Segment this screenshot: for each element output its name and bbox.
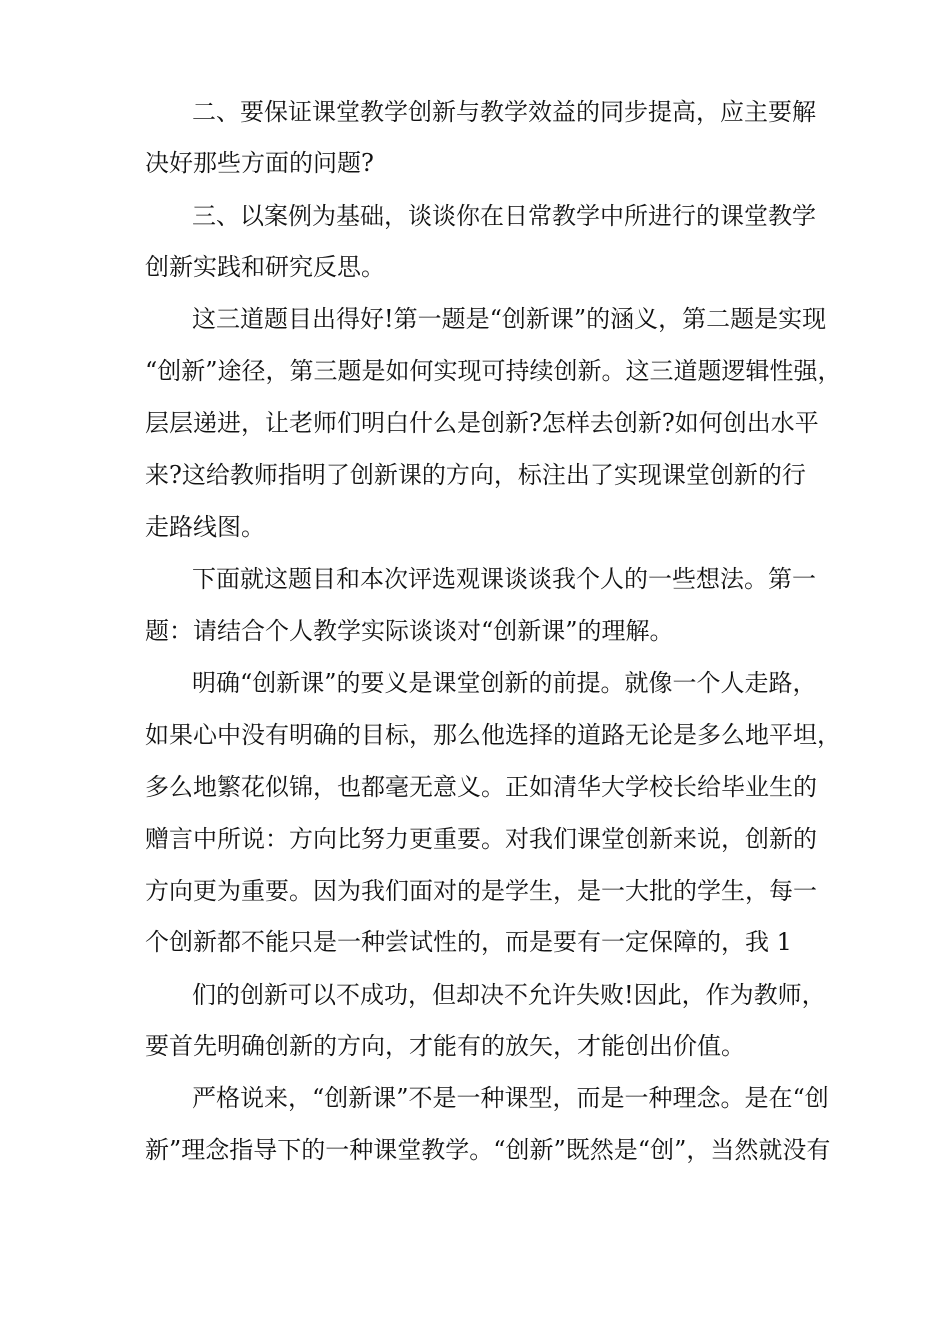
text-line: 严格说来，“创新课”不是一种课型，而是一种理念。是在“创 (192, 1084, 829, 1112)
text-line: 个创新都不能只是一种尝试性的，而是要有一定保障的，我 1 (145, 928, 792, 956)
text-line: 来?这给教师指明了创新课的方向，标注出了实现课堂创新的行 (145, 461, 806, 489)
text-line: 要首先明确创新的方向，才能有的放矢，才能创出价值。 (145, 1032, 745, 1060)
text-line: 决好那些方面的问题? (145, 149, 374, 177)
text-line: 们的创新可以不成功，但却决不允许失败!因此，作为教师， (192, 981, 826, 1009)
text-line: 题：请结合个人教学实际谈谈对“创新课”的理解。 (145, 617, 674, 645)
text-line: 下面就这题目和本次评选观课谈谈我个人的一些想法。第一 (192, 565, 816, 593)
text-line: “创新”途径，第三题是如何实现可持续创新。这三道题逻辑性强， (145, 357, 842, 385)
text-line: 如果心中没有明确的目标，那么他选择的道路无论是多么地平坦， (145, 721, 841, 749)
text-line: 新”理念指导下的一种课堂教学。“创新”既然是“创”，当然就没有 (145, 1136, 831, 1164)
text-line: 二、要保证课堂教学创新与教学效益的同步提高，应主要解 (192, 98, 816, 126)
text-line: 方向更为重要。因为我们面对的是学生，是一大批的学生，每一 (145, 877, 817, 905)
text-line: 走路线图。 (145, 513, 265, 541)
text-line: 明确“创新课”的要义是课堂创新的前提。就像一个人走路， (192, 669, 817, 697)
text-line: 赠言中所说：方向比努力更重要。对我们课堂创新来说，创新的 (145, 825, 817, 853)
text-line: 创新实践和研究反思。 (145, 253, 385, 281)
text-line: 层层递进，让老师们明白什么是创新?怎样去创新?如何创出水平 (145, 409, 819, 437)
text-line: 三、以案例为基础，谈谈你在日常教学中所进行的课堂教学 (192, 202, 816, 230)
text-line: 这三道题目出得好!第一题是“创新课”的涵义，第二题是实现 (192, 305, 827, 333)
text-line: 多么地繁花似锦，也都毫无意义。正如清华大学校长给毕业生的 (145, 773, 817, 801)
